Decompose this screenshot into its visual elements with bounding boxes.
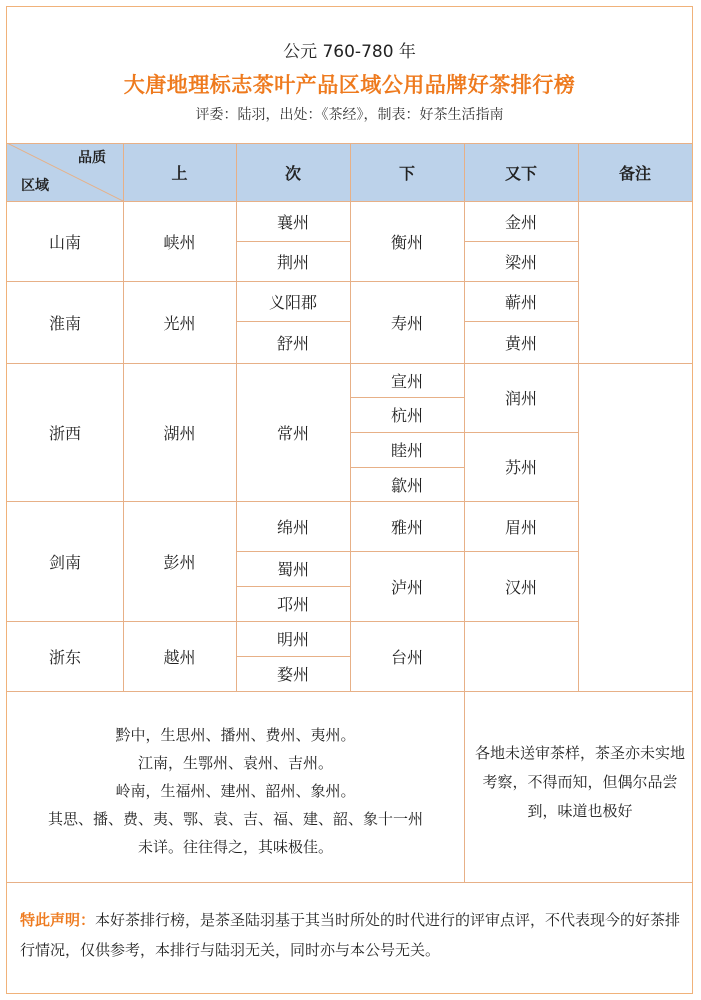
notes-unranked-regions [7, 691, 464, 883]
note-line: 岭南，生福州、建州、韶州、象州。 [115, 782, 356, 800]
region-jiannan: 剑南 [48, 552, 81, 572]
cell-zhexi-shang: 湖州 [163, 423, 196, 443]
grid-line [236, 656, 350, 657]
cell-zhedong-shang: 越州 [163, 647, 196, 667]
cell-shannan-youxia-1: 金州 [504, 212, 537, 232]
header [7, 7, 692, 143]
cell-jiannan-xia-1: 雅州 [390, 517, 423, 537]
region-zhedong: 浙东 [48, 647, 81, 667]
col-header-shang: 上 [171, 163, 188, 183]
disclaimer-text: 本好茶排行榜，是茶圣陆羽基于其当时所处的时代进行的评审点评，不代表现今的好茶排行情况，仅供参考，本排行与陆羽无关，同时亦与本公号无关。 [20, 911, 681, 959]
note-line: 黔中，生思州、播州、费州、夷州。 [115, 726, 356, 744]
cell-zhexi-xia-1: 宣州 [390, 371, 423, 391]
cell-shannan-shang: 峡州 [163, 232, 196, 252]
disclaimer-lead: 特此声明： [20, 911, 96, 929]
cell-shannan-ci-1: 襄州 [276, 212, 309, 232]
col-header-ci: 次 [284, 163, 301, 183]
grid-line [7, 501, 578, 502]
grid-line [236, 241, 350, 242]
cell-zhexi-xia-3: 睦州 [390, 441, 423, 460]
region-zhexi: 浙西 [48, 423, 81, 443]
grid-line [578, 143, 579, 691]
cell-zhexi-youxia-1: 润州 [504, 389, 537, 408]
grid-line [350, 143, 351, 691]
cell-huainan-youxia-1: 蕲州 [504, 292, 537, 312]
cell-shannan-youxia-2: 梁州 [504, 252, 537, 272]
grid-line [464, 143, 465, 883]
grid-line [7, 281, 578, 282]
cell-shannan-xia: 衡州 [390, 232, 423, 252]
cell-huainan-ci-2: 舒州 [276, 333, 309, 353]
cell-zhexi-youxia-2: 苏州 [504, 458, 537, 477]
cell-jiannan-youxia-2: 汉州 [504, 577, 537, 597]
region-huainan: 淮南 [48, 313, 81, 333]
grid-line [236, 551, 578, 552]
grid-line [7, 621, 578, 622]
cell-huainan-shang: 光州 [163, 313, 196, 333]
cell-jiannan-ci-1: 绵州 [276, 517, 309, 537]
cell-jiannan-youxia-1: 眉州 [504, 517, 537, 537]
note-line: 其思、播、费、夷、鄂、袁、吉、福、建、韶、象十一州 [47, 810, 423, 828]
cell-huainan-ci-1: 义阳郡 [268, 292, 317, 312]
corner-quality-label: 品质 [78, 150, 106, 166]
page-title: 大唐地理标志茶叶产品区域公用品牌好茶排行榜 [123, 73, 576, 97]
cell-zhedong-xia: 台州 [390, 647, 423, 667]
grid-line [236, 586, 350, 587]
credit-line: 评委：陆羽，出处：《茶经》，制表：好茶生活指南 [195, 107, 504, 123]
grid-line [350, 397, 464, 398]
cell-zhedong-ci-2: 婺州 [276, 665, 309, 684]
cell-huainan-xia: 寿州 [390, 313, 423, 333]
note-line: 未详。往往得之，其味极佳。 [137, 838, 333, 856]
region-shannan: 山南 [48, 232, 81, 252]
note-line: 江南，生鄂州、袁州、吉州。 [137, 754, 333, 772]
tea-ranking-table [7, 143, 692, 883]
cell-zhedong-ci-1: 明州 [276, 630, 309, 649]
cell-zhexi-xia-4: 歙州 [390, 475, 423, 495]
cell-jiannan-xia-2: 泸州 [390, 577, 423, 597]
cell-jiannan-ci-3: 邛州 [276, 595, 309, 614]
corner-region-label: 区域 [21, 178, 49, 194]
col-header-notes: 备注 [618, 163, 651, 183]
grid-line [123, 143, 124, 691]
grid-line [464, 241, 578, 242]
cell-shannan-ci-2: 荆州 [276, 252, 309, 272]
cell-zhexi-xia-2: 杭州 [390, 406, 423, 425]
grid-line [350, 467, 464, 468]
grid-line [236, 143, 237, 691]
disclaimer [20, 905, 685, 965]
grid-line [7, 882, 692, 883]
col-header-xia: 下 [398, 163, 415, 183]
col-header-youxia: 又下 [504, 163, 537, 183]
cell-jiannan-ci-2: 蜀州 [276, 560, 309, 579]
cell-zhexi-ci: 常州 [276, 423, 309, 443]
cell-jiannan-shang: 彭州 [163, 552, 196, 572]
grid-line [464, 321, 578, 322]
year-range: 公元 760-780 年 [283, 42, 416, 62]
grid-line [7, 691, 692, 692]
cell-huainan-youxia-2: 黄州 [504, 333, 537, 353]
grid-line [236, 321, 350, 322]
notes-remark: 各地未送审茶样，茶圣亦未实地考察，不得而知，但偶尔品尝到，味道也极好 [474, 744, 685, 820]
